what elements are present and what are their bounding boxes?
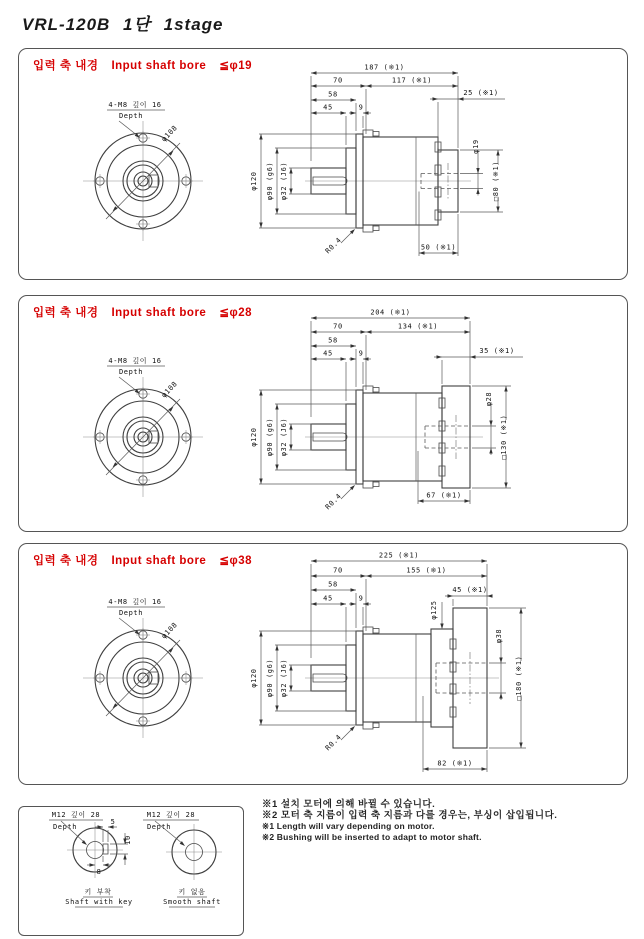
header-en: Input shaft bore bbox=[111, 555, 207, 567]
drawing-rect bbox=[373, 482, 379, 487]
dim-label: φ90 (g6) bbox=[266, 417, 274, 457]
header-bore-value: ≦φ38 bbox=[219, 555, 252, 567]
dimension-arrow bbox=[499, 658, 502, 664]
header-en: Input shaft bore bbox=[111, 307, 207, 319]
drawing-line bbox=[119, 618, 138, 633]
drawing-rect bbox=[363, 386, 373, 393]
dimension-arrow bbox=[351, 344, 357, 347]
dimension-arrow bbox=[418, 499, 424, 502]
dimension-arrow bbox=[275, 148, 278, 154]
drawing-rect bbox=[363, 130, 373, 137]
dimension-arrow bbox=[111, 206, 117, 212]
dim-label: φ120 bbox=[250, 668, 258, 688]
dimension-arrow bbox=[504, 386, 507, 392]
dimension-arrow bbox=[453, 71, 459, 74]
dim-label: φ108 bbox=[159, 123, 180, 144]
panel-header bbox=[33, 57, 265, 73]
dimension-arrow bbox=[168, 646, 174, 652]
dim-label: M12 깊이 28 bbox=[146, 811, 196, 819]
dim-label: 25 (※1) bbox=[463, 89, 499, 97]
dim-label: 70 bbox=[333, 322, 343, 331]
drawing-rect bbox=[373, 723, 379, 728]
dimension-arrow bbox=[351, 357, 357, 360]
dim-label: □80 (※1) bbox=[492, 160, 500, 202]
dim-label: φ32 (J6) bbox=[280, 658, 288, 698]
dimension-arrow bbox=[111, 703, 117, 709]
dim-label: Depth bbox=[118, 368, 144, 376]
dimension-arrow bbox=[103, 863, 109, 866]
dim-label: 70 bbox=[333, 566, 343, 575]
note-ko-1: ※1 설치 모터에 의해 바뀔 수 있습니다. bbox=[262, 799, 436, 810]
dimension-arrow bbox=[366, 84, 372, 87]
dimension-arrow bbox=[361, 84, 367, 87]
dimension-arrow bbox=[259, 720, 262, 726]
panel-header bbox=[33, 304, 265, 320]
dimension-arrow bbox=[482, 574, 488, 577]
technical-drawing-2 bbox=[19, 296, 627, 531]
dim-label: 117 (※1) bbox=[391, 76, 433, 85]
dimension-arrow bbox=[311, 588, 317, 591]
dimension-arrow bbox=[504, 483, 507, 489]
panel-bore-19 bbox=[18, 48, 628, 280]
dimension-arrow bbox=[259, 390, 262, 396]
dim-label: 58 bbox=[328, 90, 338, 99]
header-bore-value: ≦φ28 bbox=[219, 307, 252, 319]
dimension-arrow bbox=[289, 424, 292, 430]
dim-label: 45 bbox=[323, 594, 333, 603]
dimension-arrow bbox=[311, 330, 317, 333]
dimension-arrow bbox=[311, 71, 317, 74]
dimension-arrow bbox=[423, 767, 429, 770]
dimension-arrow bbox=[496, 207, 499, 213]
dimension-arrow bbox=[465, 499, 471, 502]
dim-label: R0.4 bbox=[323, 235, 344, 256]
dim-label: 키 없음 bbox=[178, 888, 206, 896]
shaft-end-detail-box bbox=[18, 806, 244, 936]
dimension-arrow bbox=[311, 559, 317, 562]
dimension-arrow bbox=[275, 209, 278, 215]
dimension-arrow bbox=[361, 330, 367, 333]
dim-label: 4-M8 깊이 16 bbox=[108, 357, 162, 365]
drawing-rect bbox=[363, 627, 373, 634]
dim-label: Depth bbox=[146, 823, 172, 831]
technical-drawing-1 bbox=[19, 49, 627, 279]
dim-label: 45 bbox=[323, 349, 333, 358]
dimension-arrow bbox=[289, 686, 292, 692]
drawing-rect bbox=[373, 226, 379, 231]
sheet-title: VRL-120B 1단 1stage bbox=[22, 15, 224, 34]
dim-label: R0.4 bbox=[323, 491, 344, 512]
dimension-arrow bbox=[351, 98, 357, 101]
dimension-arrow bbox=[361, 574, 367, 577]
drawing-rect bbox=[373, 388, 379, 393]
dim-label: φ32 (J6) bbox=[280, 161, 288, 201]
dimension-arrow bbox=[440, 624, 443, 630]
dimension-arrow bbox=[499, 693, 502, 699]
dim-label: 70 bbox=[333, 76, 343, 85]
dimension-arrow bbox=[489, 421, 492, 427]
dimension-arrow bbox=[487, 594, 493, 597]
dimension-arrow bbox=[433, 97, 439, 100]
dimension-arrow bbox=[123, 854, 126, 860]
gearbox-drawing bbox=[19, 296, 627, 531]
dimension-arrow bbox=[311, 111, 317, 114]
dim-label: 4-M8 깊이 16 bbox=[108, 101, 162, 109]
dim-label: 5 bbox=[110, 818, 116, 826]
dimension-arrow bbox=[470, 355, 476, 358]
gearbox-drawing bbox=[19, 49, 627, 279]
dimension-arrow bbox=[448, 594, 454, 597]
dim-label: 9 bbox=[358, 103, 364, 112]
shaft-end-views bbox=[19, 807, 243, 935]
panel-bore-28 bbox=[18, 295, 628, 532]
dimension-arrow bbox=[465, 316, 471, 319]
header-ko: 입력 축 내경 bbox=[33, 555, 99, 567]
dimension-arrow bbox=[289, 665, 292, 671]
note-en-1: ※1 Length will vary depending on motor. bbox=[262, 821, 435, 831]
header-en: Input shaft bore bbox=[111, 60, 207, 72]
dimension-arrow bbox=[311, 98, 317, 101]
dimension-arrow bbox=[311, 84, 317, 87]
dim-label: Shaft with key bbox=[65, 898, 133, 906]
dimension-arrow bbox=[168, 149, 174, 155]
dimension-arrow bbox=[289, 168, 292, 174]
shaft-end-drawing bbox=[19, 807, 243, 935]
drawing-rect bbox=[373, 629, 379, 634]
dimension-arrow bbox=[465, 330, 471, 333]
drawing-rect bbox=[363, 481, 373, 488]
dim-label: φ38 bbox=[495, 628, 503, 644]
dim-label: 67 (※1) bbox=[426, 491, 462, 500]
drawing-line bbox=[119, 377, 138, 392]
dimension-arrow bbox=[168, 405, 174, 411]
dimension-arrow bbox=[341, 602, 347, 605]
dimension-arrow bbox=[111, 462, 117, 468]
dim-label: 58 bbox=[328, 336, 338, 345]
dimension-arrow bbox=[341, 111, 347, 114]
dimension-arrow bbox=[259, 631, 262, 637]
dim-label: 155 (※1) bbox=[406, 566, 447, 575]
note-ko-2: ※2 모터 축 지름이 입력 축 지름과 다를 경우는, 부싱이 삽입됩니다. bbox=[262, 810, 558, 821]
header-ko: 입력 축 내경 bbox=[33, 307, 99, 319]
dimension-arrow bbox=[476, 168, 479, 174]
drawing-rect bbox=[363, 225, 373, 232]
footnotes bbox=[262, 799, 632, 843]
header-bore-value: ≦φ19 bbox=[219, 60, 252, 72]
dim-label: 4-M8 깊이 16 bbox=[108, 598, 162, 606]
dim-label: 45 (※1) bbox=[452, 586, 488, 594]
dimension-arrow bbox=[311, 344, 317, 347]
dimension-arrow bbox=[496, 150, 499, 156]
dimension-arrow bbox=[311, 316, 317, 319]
dim-label: Depth bbox=[118, 609, 144, 617]
dim-label: □180 (※1) bbox=[515, 655, 523, 701]
dim-label: 58 bbox=[328, 580, 338, 589]
dimension-arrow bbox=[476, 189, 479, 195]
dimension-arrow bbox=[259, 223, 262, 229]
dimension-arrow bbox=[453, 251, 459, 254]
dimension-arrow bbox=[419, 251, 425, 254]
dimension-arrow bbox=[259, 134, 262, 140]
dim-label: R0.4 bbox=[323, 732, 344, 753]
dim-label: 134 (※1) bbox=[397, 322, 439, 331]
dimension-arrow bbox=[311, 602, 317, 605]
dimension-arrow bbox=[275, 645, 278, 651]
drawing-rect bbox=[373, 132, 379, 137]
dim-label: 50 (※1) bbox=[420, 243, 457, 252]
dim-label: 8 bbox=[96, 868, 102, 876]
dim-label: φ108 bbox=[159, 379, 180, 400]
dim-label: 187 (※1) bbox=[364, 63, 405, 72]
dimension-arrow bbox=[289, 445, 292, 451]
dimension-arrow bbox=[366, 574, 372, 577]
dim-label: M12 깊이 28 bbox=[51, 811, 101, 819]
dimension-arrow bbox=[482, 767, 488, 770]
dim-label: φ120 bbox=[250, 427, 258, 447]
dim-label: 키 부착 bbox=[84, 888, 112, 896]
dim-label: φ32 (J6) bbox=[280, 417, 288, 457]
dimension-arrow bbox=[90, 863, 96, 866]
note-en-2: ※2 Bushing will be inserted to adapt to motor shaft. bbox=[262, 832, 482, 842]
dimension-arrow bbox=[351, 111, 357, 114]
dimension-arrow bbox=[453, 84, 459, 87]
technical-drawing-3 bbox=[19, 544, 627, 784]
dim-label: 82 (※1) bbox=[437, 759, 473, 768]
dim-label: φ108 bbox=[159, 620, 180, 641]
dimension-arrow bbox=[519, 743, 522, 749]
dimension-arrow bbox=[275, 404, 278, 410]
dimension-arrow bbox=[482, 559, 488, 562]
dim-label: Depth bbox=[118, 112, 144, 120]
dim-label: Smooth shaft bbox=[163, 898, 221, 906]
dimension-arrow bbox=[458, 97, 464, 100]
dimension-arrow bbox=[275, 706, 278, 712]
dim-label: 45 bbox=[323, 103, 333, 112]
dim-label: 9 bbox=[358, 349, 364, 358]
dimension-arrow bbox=[366, 330, 372, 333]
gearbox-drawing bbox=[19, 544, 627, 784]
dim-label: Depth bbox=[52, 823, 78, 831]
panel-bore-38 bbox=[18, 543, 628, 785]
drawing-rect bbox=[363, 722, 373, 729]
dimension-arrow bbox=[275, 465, 278, 471]
dimension-arrow bbox=[341, 357, 347, 360]
panel-header bbox=[33, 552, 265, 568]
dimension-arrow bbox=[311, 357, 317, 360]
dim-label: φ90 (g6) bbox=[266, 658, 274, 698]
dim-label: 10 bbox=[124, 835, 132, 845]
dim-label: φ120 bbox=[250, 171, 258, 191]
dim-label: φ90 (g6) bbox=[266, 161, 274, 201]
dimension-arrow bbox=[489, 448, 492, 454]
dim-label: □130 (※1) bbox=[500, 414, 508, 460]
dimension-arrow bbox=[351, 602, 357, 605]
dimension-arrow bbox=[437, 355, 443, 358]
dimension-arrow bbox=[351, 588, 357, 591]
dim-label: 35 (※1) bbox=[479, 347, 515, 355]
dim-label: φ19 bbox=[472, 139, 480, 154]
dimension-arrow bbox=[259, 479, 262, 485]
dim-label: 9 bbox=[358, 594, 364, 603]
dim-label: 225 (※1) bbox=[378, 551, 420, 560]
dim-label: 204 (※1) bbox=[370, 308, 411, 317]
header-ko: 입력 축 내경 bbox=[33, 60, 99, 72]
dimension-arrow bbox=[311, 574, 317, 577]
dimension-arrow bbox=[519, 608, 522, 614]
drawing-line bbox=[119, 121, 138, 136]
dimension-arrow bbox=[289, 189, 292, 195]
dim-label: φ125 bbox=[430, 600, 438, 620]
dim-label: φ28 bbox=[485, 391, 493, 407]
